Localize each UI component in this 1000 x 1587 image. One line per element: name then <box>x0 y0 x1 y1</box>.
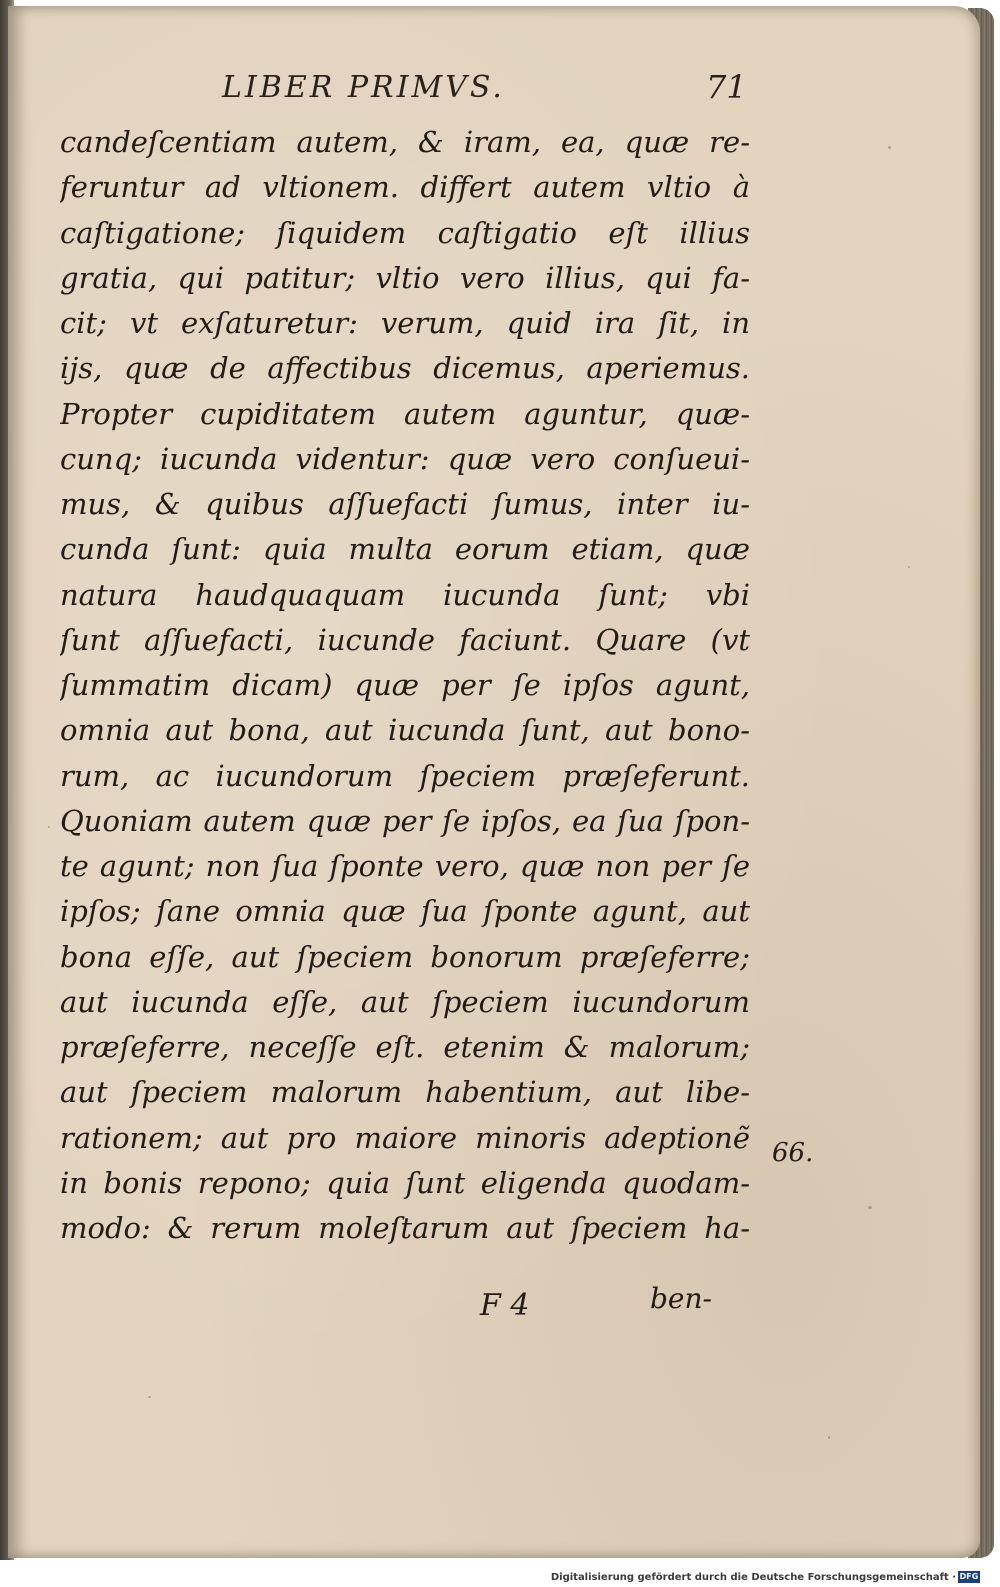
body-text <box>60 120 760 1251</box>
text-line: in bonis repono; quia ſunt eligenda quodam- <box>60 1165 750 1200</box>
text-line: omnia aut bona, aut iucunda ſunt, aut bono- <box>60 713 750 748</box>
text-line: Propter cupiditatem autem aguntur, quæ- <box>60 396 750 431</box>
text-line: aut ſpeciem malorum habentium, aut libe- <box>60 1075 750 1110</box>
text-line: ſummatim dicam) quæ per ſe ipſos agunt, <box>60 668 750 702</box>
paper-speck <box>148 1396 151 1398</box>
text-line: caſtigatione; ſiquidem caſtigatio eſt illius <box>60 215 750 250</box>
paper-speck <box>868 1206 872 1209</box>
text-line: te agunt; non ſua ſponte vero, quæ non per ſe <box>60 849 750 883</box>
text-line: Quoniam autem quæ per ſe ipſos, ea ſua ſpon- <box>60 803 750 838</box>
text-line: ipſos; ſane omnia quæ ſua ſponte agunt, aut <box>60 894 750 929</box>
funding-credit: Digitalisierung gefördert durch die Deutsche Forschungsgemeinschaft · <box>550 1572 956 1583</box>
text-line: cit; vt exſaturetur: verum, quid ira ſit, in <box>60 306 750 340</box>
text-line: rum, ac iucundorum ſpeciem præſeferunt. <box>60 758 750 793</box>
text-line: mus, & quibus aſſuefacti ſumus, inter iu- <box>60 487 750 521</box>
text-line: ijs, quæ de affectibus dicemus, aperiemus. <box>60 351 750 386</box>
dfg-logo: DFG <box>959 1572 979 1581</box>
page-number: 71 <box>706 68 747 106</box>
text-line: natura haudquaquam iucunda ſunt; vbi <box>60 577 750 612</box>
text-line: ſunt aſſuefacti, iucunde faciunt. Quare (vt <box>60 622 750 657</box>
text-line: præſeferre, neceſſe eſt. etenim & malorum; <box>60 1030 750 1064</box>
text-line: cunq; iucunda videntur: quæ vero conſueui- <box>60 441 750 476</box>
text-line: modo: & rerum moleſtarum aut ſpeciem ha- <box>60 1211 750 1245</box>
text-line: cunda ſunt: quia multa eorum etiam, quæ <box>60 532 750 567</box>
signature-mark: F 4 <box>480 1288 530 1323</box>
running-title: LIBER PRIMVS. <box>222 70 505 105</box>
margin-note: 66. <box>772 1138 814 1168</box>
paper-speck <box>48 826 50 828</box>
text-line: candeſcentiam autem, & iram, ea, quæ re- <box>60 125 750 159</box>
text-line: rationem; aut pro maiore minoris adeptionẽ <box>60 1120 750 1155</box>
text-line: gratia, qui patitur; vltio vero illius, qui fa- <box>60 260 750 295</box>
text-line: aut iucunda eſſe, aut ſpeciem iucundorum <box>60 984 750 1019</box>
paper-speck <box>888 146 891 149</box>
paper-speck <box>908 566 910 568</box>
text-line: feruntur ad vltionem. differt autem vltio à <box>60 170 750 205</box>
catchword: ben- <box>650 1282 712 1315</box>
text-line: bona eſſe, aut ſpeciem bonorum præſeferre; <box>60 939 750 974</box>
paper-speck <box>828 1436 830 1439</box>
